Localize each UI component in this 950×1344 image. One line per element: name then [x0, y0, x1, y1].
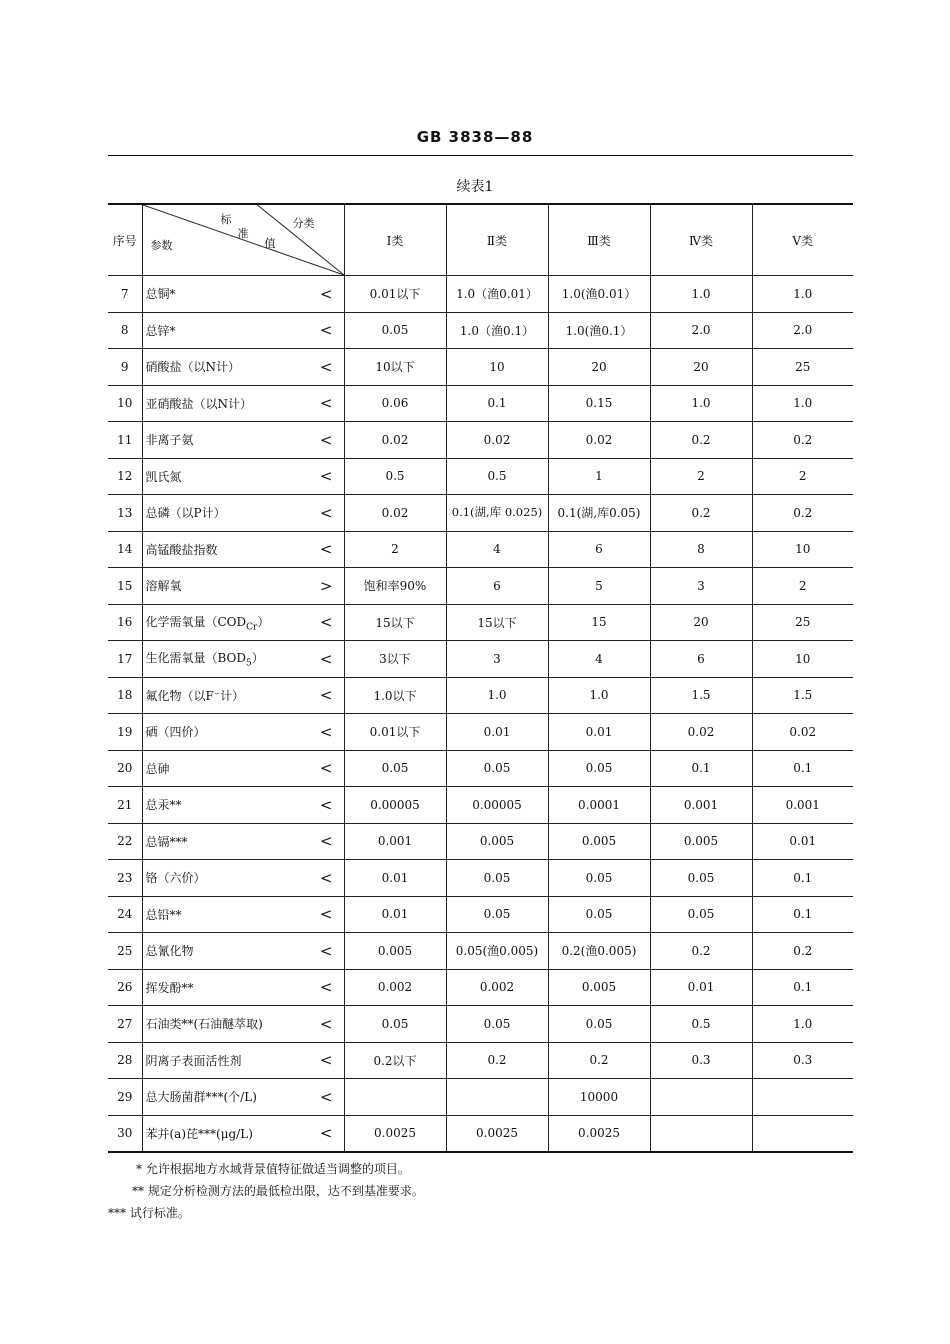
class-4-value: 0.05	[650, 860, 752, 897]
class-4-value: 0.3	[650, 1042, 752, 1079]
class-5-value: 0.01	[752, 823, 853, 860]
class-1-value: 0.005	[344, 933, 446, 970]
table-row	[108, 422, 853, 459]
class-4-value: 0.5	[650, 1006, 752, 1043]
standards-table	[108, 203, 853, 1153]
row-number: 26	[108, 969, 142, 1006]
parameter-cell	[142, 276, 344, 313]
parameter-label: 总汞**	[145, 798, 182, 813]
parameter-label: 非离子氨	[145, 433, 194, 448]
class-4-value: 8	[650, 531, 752, 568]
class-4-value: 1.0	[650, 276, 752, 313]
table-row	[108, 385, 853, 422]
class-2-value: 0.2	[446, 1042, 548, 1079]
parameter-label: 总大肠菌群***(个/L)	[145, 1090, 257, 1105]
class-5-value: 25	[752, 604, 853, 641]
parameter-label: 总砷	[145, 761, 170, 776]
class-3-value: 10000	[548, 1079, 650, 1116]
parameter-label: 挥发酚**	[145, 980, 194, 995]
comparison-operator: <	[319, 905, 333, 924]
row-number: 16	[108, 604, 142, 641]
table-row	[108, 1006, 853, 1043]
parameter-cell	[142, 604, 344, 641]
parameter-name	[146, 649, 264, 668]
parameter-name	[146, 760, 170, 777]
parameter-cell	[142, 787, 344, 824]
class-4-value: 6	[650, 641, 752, 678]
class-1-value: 饱和率90%	[344, 568, 446, 605]
row-number: 21	[108, 787, 142, 824]
class-3-value: 6	[548, 531, 650, 568]
header-param-diagonal	[142, 204, 344, 276]
class-4-value: 2.0	[650, 312, 752, 349]
class-5-value: 1.0	[752, 276, 853, 313]
comparison-operator: <	[319, 357, 333, 376]
comparison-operator: <	[319, 394, 333, 413]
row-number: 15	[108, 568, 142, 605]
parameter-tail: ）	[251, 651, 264, 666]
class-1-value: 0.2以下	[344, 1042, 446, 1079]
parameter-tail: ）	[257, 614, 270, 629]
class-2-value: 0.005	[446, 823, 548, 860]
class-3-value: 0.0025	[548, 1115, 650, 1152]
class-5-value	[752, 1079, 853, 1116]
table-row	[108, 1042, 853, 1079]
class-3-value: 15	[548, 604, 650, 641]
footnote-3: *** 试行标准。	[108, 1206, 190, 1220]
class-1-value: 0.02	[344, 495, 446, 532]
comparison-operator: <	[319, 613, 333, 632]
parameter-cell	[142, 933, 344, 970]
class-2-value: 0.05	[446, 860, 548, 897]
class-3-value: 20	[548, 349, 650, 386]
class-2-value: 3	[446, 641, 548, 678]
parameter-cell	[142, 422, 344, 459]
class-3-value: 0.15	[548, 385, 650, 422]
table-row	[108, 458, 853, 495]
footnotes	[108, 1158, 424, 1224]
class-2-value: 1.0	[446, 677, 548, 714]
header-class-3: Ⅲ类	[548, 204, 650, 276]
class-5-value: 2	[752, 458, 853, 495]
class-1-value: 0.002	[344, 969, 446, 1006]
class-1-value: 1.0以下	[344, 677, 446, 714]
header-param-label: 参数	[150, 239, 173, 252]
row-number: 24	[108, 896, 142, 933]
class-2-value: 15以下	[446, 604, 548, 641]
parameter-label: 硒（四价）	[145, 725, 206, 740]
table-row	[108, 641, 853, 678]
class-3-value: 0.005	[548, 969, 650, 1006]
table-row	[108, 787, 853, 824]
parameter-cell	[142, 750, 344, 787]
class-5-value: 0.001	[752, 787, 853, 824]
parameter-label: 苯并(a)芘***(μg/L)	[145, 1126, 253, 1141]
class-4-value: 2	[650, 458, 752, 495]
parameter-label: 亚硝酸盐（以N计）	[145, 396, 253, 411]
class-1-value: 0.05	[344, 750, 446, 787]
class-2-value: 1.0（渔0.1）	[446, 312, 548, 349]
comparison-operator: <	[319, 1014, 333, 1033]
footnote-1: * 允许根据地方水域背景值特征做适当调整的项目。	[136, 1162, 410, 1176]
class-4-value: 0.05	[650, 896, 752, 933]
class-1-value	[344, 1079, 446, 1116]
parameter-name	[146, 687, 245, 704]
table-row	[108, 568, 853, 605]
class-2-value: 0.05	[446, 750, 548, 787]
table-header-row	[108, 204, 853, 276]
parameter-label: 氟化物（以F⁻计）	[145, 688, 245, 703]
class-2-value	[446, 1079, 548, 1116]
class-4-value: 1.5	[650, 677, 752, 714]
class-4-value: 20	[650, 604, 752, 641]
class-2-value: 0.1(湖,库 0.025)	[446, 495, 548, 532]
comparison-operator: <	[319, 649, 333, 668]
class-3-value: 0.2(渔0.005)	[548, 933, 650, 970]
class-1-value: 10以下	[344, 349, 446, 386]
class-1-value: 0.0025	[344, 1115, 446, 1152]
class-1-value: 0.01以下	[344, 714, 446, 751]
parameter-cell	[142, 896, 344, 933]
parameter-cell	[142, 641, 344, 678]
row-number: 29	[108, 1079, 142, 1116]
class-2-value: 0.0025	[446, 1115, 548, 1152]
row-number: 20	[108, 750, 142, 787]
row-number: 27	[108, 1006, 142, 1043]
parameter-label: 总铜*	[145, 287, 176, 302]
class-1-value: 0.02	[344, 422, 446, 459]
class-3-value: 0.1(湖,库0.05)	[548, 495, 650, 532]
row-number: 22	[108, 823, 142, 860]
parameter-cell	[142, 458, 344, 495]
row-number: 13	[108, 495, 142, 532]
parameter-label: 硝酸盐（以N计）	[145, 360, 241, 375]
row-number: 17	[108, 641, 142, 678]
parameter-name	[146, 395, 253, 412]
class-3-value: 0.05	[548, 1006, 650, 1043]
class-5-value: 2.0	[752, 312, 853, 349]
parameter-label: 石油类**(石油醚萃取)	[145, 1017, 263, 1032]
parameter-name	[146, 796, 182, 813]
class-5-value: 10	[752, 641, 853, 678]
comparison-operator: <	[319, 868, 333, 887]
parameter-cell	[142, 531, 344, 568]
comparison-operator: <	[319, 722, 333, 741]
row-number: 14	[108, 531, 142, 568]
class-4-value: 0.2	[650, 495, 752, 532]
table-row	[108, 933, 853, 970]
class-5-value: 1.0	[752, 1006, 853, 1043]
class-4-value	[650, 1079, 752, 1116]
comparison-operator: <	[319, 284, 333, 303]
parameter-label: 高锰酸盐指数	[145, 542, 218, 557]
class-1-value: 0.00005	[344, 787, 446, 824]
class-4-value: 0.2	[650, 422, 752, 459]
table-row	[108, 969, 853, 1006]
class-2-value: 0.05	[446, 896, 548, 933]
class-3-value: 0.2	[548, 1042, 650, 1079]
class-3-value: 1.0	[548, 677, 650, 714]
parameter-label: 总磷（以P计）	[145, 506, 226, 521]
class-2-value: 0.01	[446, 714, 548, 751]
class-4-value: 1.0	[650, 385, 752, 422]
parameter-name	[146, 577, 182, 594]
comparison-operator: <	[319, 686, 333, 705]
parameter-cell	[142, 1006, 344, 1043]
parameter-label: 总铅**	[145, 907, 182, 922]
row-number: 10	[108, 385, 142, 422]
comparison-operator: <	[319, 1051, 333, 1070]
parameter-cell	[142, 823, 344, 860]
parameter-cell	[142, 312, 344, 349]
class-3-value: 0.05	[548, 896, 650, 933]
comparison-operator: >	[319, 576, 333, 595]
class-4-value: 0.005	[650, 823, 752, 860]
parameter-name	[146, 942, 194, 959]
row-number: 8	[108, 312, 142, 349]
class-5-value	[752, 1115, 853, 1152]
class-5-value: 10	[752, 531, 853, 568]
parameter-cell	[142, 385, 344, 422]
row-number: 7	[108, 276, 142, 313]
row-number: 18	[108, 677, 142, 714]
class-5-value: 0.1	[752, 750, 853, 787]
footnote-2: ** 规定分析检测方法的最低检出限，达不到基准要求。	[132, 1184, 424, 1198]
class-4-value: 0.1	[650, 750, 752, 787]
class-1-value: 0.001	[344, 823, 446, 860]
class-5-value: 0.1	[752, 860, 853, 897]
parameter-label: 生化需氧量（BOD	[145, 651, 247, 666]
class-2-value: 0.05(渔0.005)	[446, 933, 548, 970]
row-number: 19	[108, 714, 142, 751]
parameter-cell	[142, 1115, 344, 1152]
class-3-value: 1	[548, 458, 650, 495]
parameter-name	[146, 1052, 242, 1069]
row-number: 28	[108, 1042, 142, 1079]
parameter-name	[146, 1015, 263, 1032]
comparison-operator: <	[319, 503, 333, 522]
class-2-value: 4	[446, 531, 548, 568]
parameter-name	[146, 1125, 253, 1142]
class-1-value: 3以下	[344, 641, 446, 678]
row-number: 9	[108, 349, 142, 386]
comparison-operator: <	[319, 941, 333, 960]
parameter-cell	[142, 568, 344, 605]
class-3-value: 0.0001	[548, 787, 650, 824]
row-number: 25	[108, 933, 142, 970]
class-4-value: 20	[650, 349, 752, 386]
class-2-value: 6	[446, 568, 548, 605]
class-4-value: 0.01	[650, 969, 752, 1006]
parameter-cell	[142, 714, 344, 751]
parameter-name	[146, 468, 182, 485]
class-3-value: 0.02	[548, 422, 650, 459]
class-2-value: 1.0（渔0.01）	[446, 276, 548, 313]
parameter-label: 铬（六价）	[145, 871, 206, 886]
header-class-label: 分类	[292, 217, 315, 230]
comparison-operator: <	[319, 978, 333, 997]
comparison-operator: <	[319, 321, 333, 340]
parameter-cell	[142, 677, 344, 714]
parameter-name	[146, 869, 206, 886]
class-3-value: 5	[548, 568, 650, 605]
table-row	[108, 531, 853, 568]
class-1-value: 0.01	[344, 860, 446, 897]
parameter-name	[146, 833, 188, 850]
class-5-value: 1.0	[752, 385, 853, 422]
class-2-value: 0.00005	[446, 787, 548, 824]
table-row	[108, 750, 853, 787]
class-1-value: 15以下	[344, 604, 446, 641]
class-4-value	[650, 1115, 752, 1152]
class-5-value: 0.2	[752, 495, 853, 532]
parameter-name	[146, 358, 241, 375]
parameter-name	[146, 431, 194, 448]
class-5-value: 0.2	[752, 933, 853, 970]
comparison-operator: <	[319, 795, 333, 814]
class-5-value: 0.2	[752, 422, 853, 459]
class-5-value: 0.3	[752, 1042, 853, 1079]
header-biao-label: 标	[220, 213, 232, 226]
class-5-value: 1.5	[752, 677, 853, 714]
class-3-value: 0.05	[548, 750, 650, 787]
header-class-2: Ⅱ类	[446, 204, 548, 276]
parameter-name	[146, 906, 182, 923]
parameter-label: 凯氏氮	[145, 469, 182, 484]
parameter-name	[146, 541, 218, 558]
parameter-cell	[142, 1079, 344, 1116]
class-4-value: 0.001	[650, 787, 752, 824]
class-1-value: 0.01	[344, 896, 446, 933]
class-2-value: 0.05	[446, 1006, 548, 1043]
parameter-subscript: Cr	[246, 621, 258, 632]
header-zhi-label: 值	[264, 237, 276, 250]
parameter-name	[146, 322, 176, 339]
class-3-value: 1.0(渔0.01）	[548, 276, 650, 313]
class-2-value: 0.002	[446, 969, 548, 1006]
parameter-label: 溶解氧	[145, 579, 182, 594]
parameter-cell	[142, 969, 344, 1006]
class-1-value: 0.06	[344, 385, 446, 422]
row-number: 23	[108, 860, 142, 897]
document-code: GB 3838—88	[416, 128, 534, 146]
comparison-operator: <	[319, 540, 333, 559]
parameter-name	[146, 723, 206, 740]
table-caption: 续表1	[456, 179, 494, 195]
header-class-5: Ⅴ类	[752, 204, 853, 276]
table-row	[108, 823, 853, 860]
parameter-label: 总氰化物	[145, 944, 194, 959]
header-rule	[108, 155, 853, 156]
comparison-operator: <	[319, 1087, 333, 1106]
parameter-label: 总锌*	[145, 323, 176, 338]
class-2-value: 0.02	[446, 422, 548, 459]
comparison-operator: <	[319, 832, 333, 851]
table-row	[108, 276, 853, 313]
row-number: 11	[108, 422, 142, 459]
parameter-label: 总镉***	[145, 834, 188, 849]
parameter-name	[146, 504, 226, 521]
class-4-value: 3	[650, 568, 752, 605]
table-row	[108, 495, 853, 532]
class-4-value: 0.2	[650, 933, 752, 970]
parameter-name	[146, 613, 270, 632]
row-number: 12	[108, 458, 142, 495]
class-5-value: 25	[752, 349, 853, 386]
parameter-name	[146, 285, 176, 302]
class-5-value: 0.1	[752, 969, 853, 1006]
parameter-name	[146, 979, 194, 996]
parameter-cell	[142, 349, 344, 386]
table-row	[108, 677, 853, 714]
class-3-value: 0.05	[548, 860, 650, 897]
class-5-value: 0.02	[752, 714, 853, 751]
comparison-operator: <	[319, 759, 333, 778]
parameter-label: 化学需氧量（COD	[145, 614, 247, 629]
class-1-value: 0.05	[344, 1006, 446, 1043]
table-row	[108, 860, 853, 897]
header-class-1: Ⅰ类	[344, 204, 446, 276]
header-seq: 序号	[108, 204, 142, 276]
parameter-cell	[142, 860, 344, 897]
class-5-value: 0.1	[752, 896, 853, 933]
header-class-4: Ⅳ类	[650, 204, 752, 276]
comparison-operator: <	[319, 467, 333, 486]
comparison-operator: <	[319, 430, 333, 449]
class-3-value: 1.0(渔0.1）	[548, 312, 650, 349]
class-1-value: 0.05	[344, 312, 446, 349]
table-row	[108, 1115, 853, 1152]
table-row	[108, 604, 853, 641]
class-1-value: 0.01以下	[344, 276, 446, 313]
table-row	[108, 896, 853, 933]
class-3-value: 0.005	[548, 823, 650, 860]
table-row	[108, 1079, 853, 1116]
header-zhun-label: 准	[237, 227, 249, 240]
parameter-label: 阴离子表面活性剂	[145, 1053, 242, 1068]
parameter-subscript: 5	[246, 658, 252, 669]
class-1-value: 2	[344, 531, 446, 568]
class-1-value: 0.5	[344, 458, 446, 495]
table-row	[108, 312, 853, 349]
parameter-cell	[142, 1042, 344, 1079]
class-2-value: 0.1	[446, 385, 548, 422]
row-number: 30	[108, 1115, 142, 1152]
class-3-value: 0.01	[548, 714, 650, 751]
comparison-operator: <	[319, 1124, 333, 1143]
table-row	[108, 714, 853, 751]
table-row	[108, 349, 853, 386]
parameter-cell	[142, 495, 344, 532]
class-4-value: 0.02	[650, 714, 752, 751]
class-2-value: 0.5	[446, 458, 548, 495]
parameter-name	[146, 1088, 257, 1105]
class-3-value: 4	[548, 641, 650, 678]
class-2-value: 10	[446, 349, 548, 386]
class-5-value: 2	[752, 568, 853, 605]
